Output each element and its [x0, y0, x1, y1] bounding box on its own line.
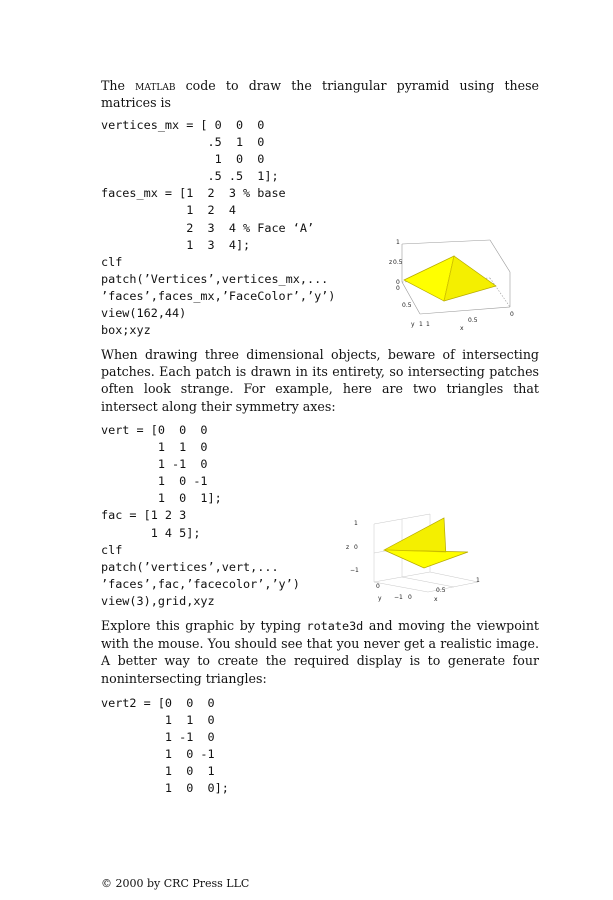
- grid-line: [374, 582, 428, 592]
- intro-text-start: The: [101, 78, 136, 93]
- grid-line: [402, 577, 454, 587]
- triangle-patches: [384, 518, 468, 568]
- box-edge: [490, 240, 510, 272]
- code-block-intersecting: vert = [0 0 0 1 1 0 1 -1 0 1 0 -1 1 0 1]; fac = [1 2 3 1 4 5]; clf patch(’vertices’,vert,... ’faces’,fac,’facecolor’,’y’) view(3),grid,xyz: [101, 423, 300, 608]
- box-edge: [402, 240, 490, 244]
- fig1-z-tick-top: 1: [396, 239, 400, 246]
- pyramid-patches: [404, 256, 496, 301]
- fig1-z-tick-bottom: 0: [396, 279, 400, 286]
- explore-text-start: Explore this graphic by typing: [101, 618, 307, 633]
- fig2-z-tick-bottom: −1: [350, 567, 359, 574]
- matlab-name: matlab: [135, 78, 176, 93]
- copyright-footer: © 2000 by CRC Press LLC: [101, 877, 250, 890]
- fig2-y-tick-start: 0: [376, 583, 380, 590]
- fig1-z-tick-mid: 0.5: [393, 259, 403, 266]
- explore-text-end: and moving the viewpoint with the mouse. You should see that you never get a realistic image. A better way to create the required display is to generate four nonintersecting triangles:: [101, 618, 539, 686]
- box-edge: [490, 278, 510, 307]
- intro-text-end: code to draw the triangular pyramid using these matrices is: [101, 78, 539, 111]
- fig1-y-tick-start: 0: [396, 285, 400, 292]
- fig2-x-tick-start: 0: [408, 594, 412, 601]
- code-block-pyramid: vertices_mx = [ 0 0 0 .5 1 0 1 0 0 .5 .5 1]; faces_mx = [1 2 3 % base 1 2 4 2 3 4 % Face ‘A’ 1 3 4]; clf patch(’Vertices’,vertices_mx,... ’faces’,faces_mx,’FaceColor’,’y’) view(162,44) box;xyz: [101, 118, 336, 338]
- fig2-z-tick-top: 1: [354, 520, 358, 527]
- pyramid-figure: [378, 232, 523, 337]
- fig2-x-label: x: [434, 596, 438, 603]
- fig1-y-tick-mid: 0.5: [402, 302, 412, 309]
- explore-paragraph: [101, 617, 539, 687]
- intersecting-triangles-figure: [340, 512, 490, 604]
- triangle-horizontal: [384, 550, 468, 568]
- fig2-x-tick-mid: 0.5: [436, 587, 446, 594]
- fig1-x-tick-mid: 0.5: [468, 317, 478, 324]
- fig2-z-label: z: [346, 544, 350, 551]
- fig2-y-label: y: [378, 595, 382, 602]
- grid-line: [430, 572, 478, 582]
- fig1-y-label: y: [411, 321, 415, 328]
- fig1-x-tick-near: 1: [426, 321, 430, 328]
- fig1-x-tick-end: 0: [510, 311, 514, 318]
- fig1-z-label: z: [389, 259, 393, 266]
- intersecting-patches-paragraph: When drawing three dimensional objects, beware of intersecting patches. Each patch is drawn in its entirety, so intersecting patches often look strange. For example, here are two triangles that intersect along their symmetry axes:: [101, 347, 539, 414]
- code-block-nonintersecting: vert2 = [0 0 0 1 1 0 1 -1 0 1 0 -1 1 0 1 1 0 0];: [101, 696, 229, 796]
- fig1-y-tick-end: 1: [419, 321, 423, 328]
- fig2-z-tick-mid: 0: [354, 544, 358, 551]
- rotate3d-command: rotate3d: [306, 619, 364, 633]
- intro-paragraph: [101, 77, 539, 111]
- box-edge: [420, 307, 510, 314]
- fig2-x-tick-end: 1: [476, 577, 480, 584]
- fig2-y-tick-end: −1: [394, 594, 403, 601]
- fig1-x-label: x: [460, 325, 464, 332]
